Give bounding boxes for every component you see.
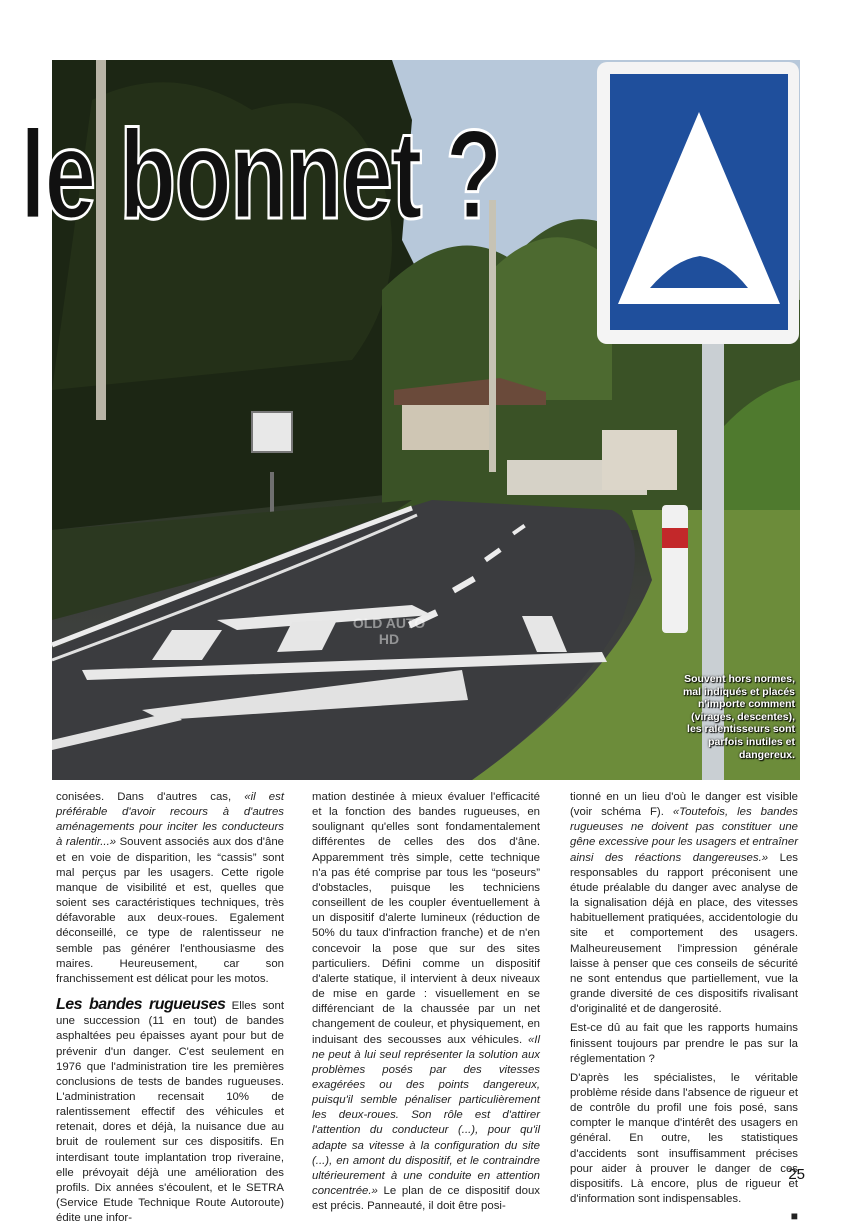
section-subhead: Les bandes rugueuses xyxy=(56,996,226,1014)
paragraph: D'après les spécialistes, le véritable problème réside dans l'absence de rigueur et de contrôle du profil une fois posé, sans compter le manque d'intérêt des usagers en général. En outre, les statistiques d'accidents sont insuffisamment précises pour aider à prouver le danger de ces dispositifs. Là encore, plus de rigueur et d'information sont indispensables. xyxy=(570,1071,798,1206)
photo-watermark: OLD AUTO HD xyxy=(352,615,426,647)
paragraph: conisées. Dans d'autres cas, «il est préférable d'avoir recours à d'autres aménagements pour inciter les conducteurs à ralentir...» Souvent associés aux dos d'âne et en voie de disparition, les “cassis” sont mal perçus par les usagers. Cette rigole manque de visibilité et est, quelles que soient ses caractéristiques techniques, très défavorable aux deux-roues. Egalement déconseillé, ce type de ralentisseur ne semble pas générer l'enthousiasme des maires. Heureusement, car son franchissement est délicat pour les motos. xyxy=(56,791,284,985)
photo-caption: Souvent hors normes, mal indiqués et placés n'importe comment (virages, descentes), les ralentisseurs sont parfois inutiles et dangereux. xyxy=(682,673,795,761)
column-1 xyxy=(56,790,284,1230)
headline: le bonnet ? xyxy=(20,104,501,245)
paragraph: Est-ce dû au fait que les rapports humains finissent toujours par prendre le pas sur la réglementation ? xyxy=(570,1022,798,1065)
paragraph: mation destinée à mieux évaluer l'efficacité et la fonction des bandes rugueuses, en soulignant qu'elles sont fondamentalement différentes de celles des dos d'âne. Apparemment très simple, cette technique n'a pas été comprise par tous les “poseurs” d'obstacles, puisque les techniciens conseillent de les coupler éventuellement à un dispositif d'alerte lumineux (réduction de 50% du taux d'infraction franche) et de n'en concevoir la pose que sur des sites particuliers. Défini comme un dispositif d'alerte statique, il intervient à deux niveaux de mise en garde : visuellement en se différenciant de la chaussée par un net changement de couleur, et physiquement, en induisant des secousses aux véhicules. «Il ne peut à lui seul représenter la solution aux problèmes posés par des vitesses exagérées ou des points dangereux, puisqu'il semble pénaliser particulièrement les deux-roues. Son rôle est d'attirer l'attention du conducteur (...), pour qu'il adapte sa vitesse à la configuration du site (...), en amont du dispositif, et le contraindre ultérieurement à une conduite en attention concentrée.» Le plan de ce dispositif doux est précis. Panneauté, il doit être posi- xyxy=(312,791,540,1213)
page-number: 25 xyxy=(788,1166,805,1183)
quote: «Il ne peut à lui seul représenter la solution aux problèmes posés par des vitesses exagérées ou des points dangereux, puisqu'il semble pénaliser particulièrement les deux-roues. Son rôle est d'attirer l'attention du conducteur (...), pour qu'il adapte sa vitesse à la configuration du site (...), en amont du dispositif, et le contraindre ultérieurement à une conduite en attention concentrée.» xyxy=(312,1033,540,1198)
column-2 xyxy=(312,790,540,1218)
end-mark: ■ xyxy=(790,1209,798,1224)
quote: «Toutefois, les bandes rugueuses ne doivent pas constituer une gêne excessive pour les usagers et entraîner ainsi des réactions dangereuses.» xyxy=(570,806,798,864)
column-3 xyxy=(570,790,799,1224)
quote: «il est préférable d'avoir recours à d'autres aménagements pour inciter les conducteurs à ralentir...» xyxy=(56,791,284,849)
paragraph: tionné en un lieu d'où le danger est visible (voir schéma F). «Toutefois, les bandes rugueuses ne doivent pas constituer une gêne excessive pour les usagers et entraîner ainsi des réactions dangereuses.» Les responsables du rapport préconisent une étude préalable du danger avec analyse de la signalisation déjà en place, des vitesses habituellement pratiquées, accidentologie du site et comportement des usagers. Malheureusement l'impression générale laisse à penser que ces conseils de sécurité ne sont entendus que partiellement, vue la grande diversité de ces dispositifs rivalisant d'originalité et de dangerosité. xyxy=(570,791,799,1016)
paragraph: Les bandes rugueuses Elles sont une succession (11 en tout) de bandes asphaltées peu épaisses ayant pour but de prévenir d'un danger. C'est seulement en 1976 que l'administration tire les premières conclusions de tests de bandes rugueuses. L'administration recensait 10% de ralentissement effectif des véhicules et retenait, dores et déjà, la nuisance due au bruit de roulement sur ces dispositifs. En interdisant toute implantation trop riveraine, elle prévoyait déjà une amélioration des profils. Dix années s'écoulent, et le SETRA (Service Etude Technique Route Autoroute) édite une infor- xyxy=(56,996,284,1225)
